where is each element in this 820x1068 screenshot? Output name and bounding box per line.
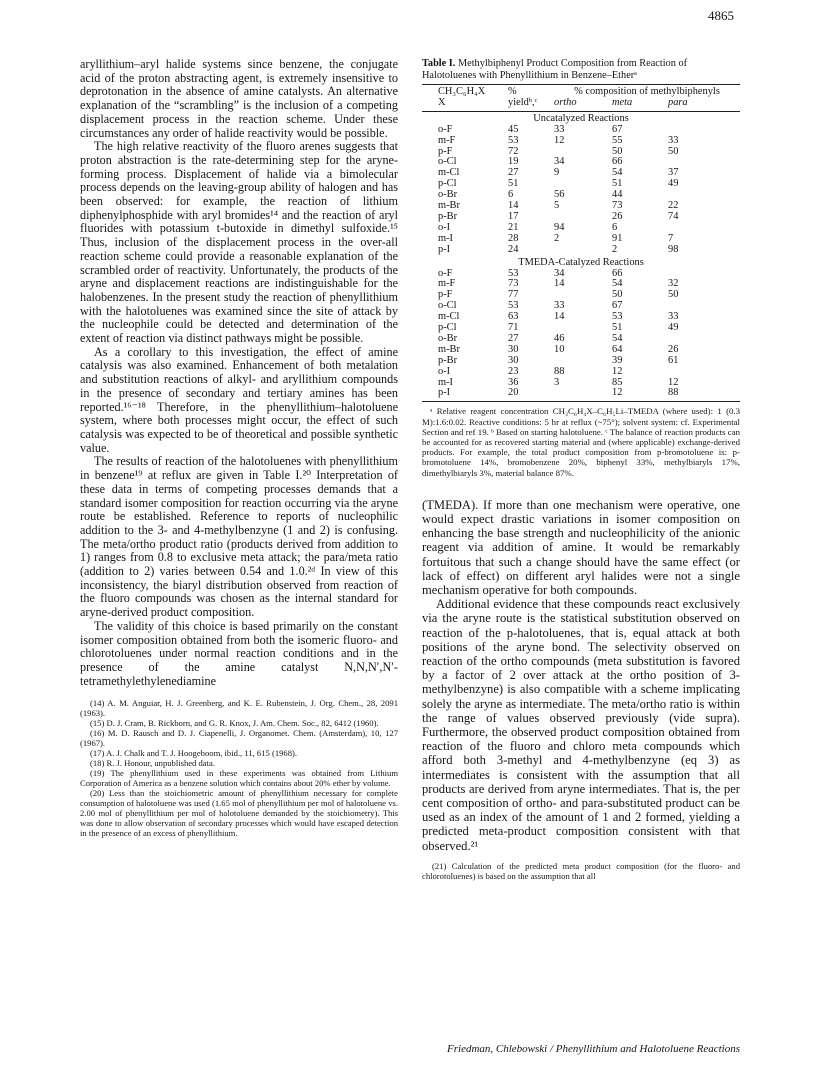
footnotes [80, 698, 398, 838]
value-cell: 63 [508, 311, 519, 323]
right-body [422, 498, 740, 881]
body-paragraph: The validity of this choice is based primarily on the constant isomer composition obtained from both the isomeric fluoro- and chlorotoluenes under normal reaction conditions and in the presence of the amine catalyst N,N,N′,N′-tetramethylethylenediamine [80, 618, 398, 688]
value-cell: 39 [612, 354, 623, 366]
value-cell: 33 [554, 300, 565, 312]
value-cell: 12 [554, 134, 565, 146]
value-cell: 33 [554, 123, 565, 135]
value-cell: 49 [668, 322, 679, 334]
value-cell: 12 [612, 365, 623, 377]
value-cell: 50 [612, 145, 623, 157]
value-cell: 27 [508, 332, 519, 344]
table-row [422, 290, 740, 301]
column-header: para [668, 98, 740, 111]
table-row [422, 136, 740, 147]
table-row [422, 125, 740, 136]
value-cell: 53 [508, 300, 519, 312]
results-table [422, 84, 740, 402]
table-row [422, 223, 740, 234]
column-header: ortho [554, 98, 612, 111]
footnote: (20) Less than the stoichiometric amount of phenyllithium necessary for complete consumption of halotoluene was used (1.65 mol of phenyllithium per mol of halotoluene vs. 2.00 mol of phenyllithium per mol of halotoluene demanded by the stoichiometry). This was done to allow observation of secondary processes which would have escaped detection in the presence of an excess of phenyllithium. [80, 788, 398, 839]
table-footnote: ᵃ Relative reagent concentration CH₃C₆H₄X–C₆H₅Li–TMEDA (where used): 1 (0.3 M):1.6:0.02. Reactive conditions: 5 hr at reflux (~75°); solvent system: cf. Experimental Section and ref 19. ᵇ Based on starting halotoluene. ᶜ The balance of reaction products can be accounted for as recovered starting material and (where applicable) exchange-derived products. For example, the total product composition from p-bromotoluene is: p-bromotoluene 14%, bromobenzene 20%, biphenyl 33%, methylbiaryls 17%, dimethylbiaryls 3%, material balance 87%. [422, 406, 740, 478]
body-paragraph: aryllithium–aryl halide systems since benzene, the conjugate acid of the proton abstracting agent, is extremely insensitive to deprotonation in the absence of amine catalysts. An alternative explanation of the “scrambling” is the inclusion of a competing displacement process in the reaction scheme. Under these circumstances any order of halide reactivity would be possible. [80, 57, 398, 140]
table-row [422, 190, 740, 201]
value-cell: 71 [508, 322, 519, 334]
value-cell: 5 [554, 200, 560, 212]
value-cell: 51 [612, 322, 623, 334]
halotoluene-cell: m-F [438, 278, 456, 290]
value-cell: 88 [554, 365, 565, 377]
value-cell: 67 [612, 123, 623, 135]
value-cell: 73 [612, 200, 623, 212]
halotoluene-cell: p-F [438, 289, 453, 301]
footnote: (18) R. J. Honour, unpublished data. [90, 758, 215, 769]
value-cell: 44 [612, 189, 623, 201]
section-title: TMEDA-Catalyzed Reactions [518, 256, 644, 268]
table-section [422, 111, 740, 255]
table-row [422, 388, 740, 401]
value-cell: 26 [668, 343, 679, 355]
value-cell: 20 [508, 388, 554, 401]
body-paragraph: The results of reaction of the halotoluenes with phenyllithium in benzene¹⁹ at reflux are given in Table I.²⁰ Interpretation of these data in terms of competing processes demands that a standard isomer composition for reaction occurring via the aryne route be established. Reference to reports of nucleophilic addition to the 3- and 4-methylbenzyne (1 and 2) is confusing. The meta/ortho product ratio (products derived from addition to 1) ranges from 0.8 to exclusive meta attack; the para/meta ratio (addition to 2) varies between 0.54 and 1.0.²ᵈ In view of this inconsistency, the biaryl distribution observed from reaction of the fluoro compounds was chosen as the internal standard for aryne-derived product composition. [80, 454, 398, 620]
table-row [422, 279, 740, 290]
table-row [422, 323, 740, 334]
value-cell: 24 [508, 243, 519, 255]
value-cell: 56 [554, 189, 565, 201]
value-cell: 17 [508, 210, 519, 222]
value-cell [668, 190, 740, 201]
value-cell: 53 [508, 267, 519, 279]
value-cell: 55 [612, 134, 623, 146]
value-cell: 7 [668, 232, 674, 244]
halotoluene-cell: p-I [422, 388, 508, 401]
value-cell: 12 [612, 388, 668, 401]
value-cell: 33 [668, 311, 679, 323]
value-cell: 73 [508, 278, 519, 290]
value-cell: 28 [508, 232, 519, 244]
left-column [80, 58, 398, 838]
column-header: yieldᵇ,ᶜ [508, 98, 554, 111]
footnote: (19) The phenyllithium used in these experiments was obtained from Lithium Corporation of America as a benzene solution which contains about 20% ether by volume. [80, 768, 398, 789]
table-row [422, 212, 740, 223]
value-cell [668, 223, 740, 234]
footnote: (15) D. J. Cram, B. Rickborn, and G. R. Knox, J. Am. Chem. Soc., 82, 6412 (1960). [90, 718, 379, 729]
value-cell: 91 [612, 232, 623, 244]
value-cell [668, 334, 740, 345]
value-cell: 34 [554, 156, 565, 168]
value-cell: 61 [668, 354, 679, 366]
halotoluene-cell: p-I [438, 243, 451, 255]
value-cell: 66 [612, 156, 623, 168]
halotoluene-cell: o-Cl [438, 300, 457, 312]
footnote: (21) Calculation of the predicted meta product composition (for the fluoro- and chlorotoluenes) is based on the assumption that all [422, 860, 740, 881]
table-row [422, 269, 740, 280]
value-cell: 50 [668, 289, 679, 301]
halotoluene-cell: m-Cl [438, 167, 460, 179]
table-row [422, 334, 740, 345]
value-cell: 33 [668, 134, 679, 146]
value-cell: 14 [508, 200, 519, 212]
halotoluene-cell: m-Br [438, 343, 460, 355]
table-row [422, 234, 740, 245]
value-cell: 46 [554, 332, 565, 344]
table-row [422, 345, 740, 356]
halotoluene-cell: o-F [438, 267, 453, 279]
value-cell: 50 [668, 145, 679, 157]
value-cell: 30 [508, 343, 519, 355]
halotoluene-cell: p-Cl [438, 322, 457, 334]
halotoluene-cell: p-F [438, 145, 453, 157]
value-cell [668, 301, 740, 312]
halotoluene-cell: o-Cl [438, 156, 457, 168]
value-cell: 27 [508, 167, 519, 179]
table-row [422, 312, 740, 323]
value-cell: 67 [612, 300, 623, 312]
footnote: (17) A. J. Chalk and T. J. Hoogeboom, ibid., 11, 615 (1968). [90, 748, 298, 759]
body-paragraph: (TMEDA). If more than one mechanism were operative, one would expect drastic variations in isomer composition on enhancing the base strength and nucleophilicity of the anionic reagent via addition of amine. It would be remarkably fortuitous that such a change should have the same effect (or lack of effect) on different aryl halides were not a single mechanism operative for both compounds. [422, 497, 740, 598]
page-number: 4865 [708, 8, 734, 23]
body-paragraph: Additional evidence that these compounds react exclusively via the aryne route is the statistical substitution observed on reaction of the p-halotoluenes, that is, equal attack at both positions of the aryne bond. The selectivity observed on reaction of the ortho compounds (meta substitution is favored by a factor of 2 over attack at the ortho position of 3-methylbenzyne) is also compatible with a scheme implicating solely the aryne as intermediate. The meta/ortho ratio is within the range of values observed previously (vide supra). Furthermore, the observed product composition obtained from reaction of the fluoro and chloro meta compounds which afford both 3-methyl and 4-methylbenzyne (eq 3) as intermediates is consistent with the assumption that all products are derived from aryne intermediates. That is, the per cent composition of ortho- and para-substituted product can be used as an index of the amount of 1 and 2 formed, yielding a predicted meta-product composition consistent with that observed.²¹ [422, 597, 740, 853]
right-column [422, 58, 740, 881]
table-section [422, 256, 740, 402]
value-cell: 21 [508, 221, 519, 233]
value-cell: 10 [554, 343, 565, 355]
halotoluene-cell: o-Br [438, 189, 458, 201]
table-row [422, 179, 740, 190]
value-cell: 6 [612, 221, 618, 233]
halotoluene-cell: p-Br [438, 210, 458, 222]
value-cell: 64 [612, 343, 623, 355]
value-cell: 30 [508, 354, 519, 366]
table-title: Methylbiphenyl Product Composition from Reaction of Halotoluenes with Phenyllithium in Benzene–Etherᵃ [422, 58, 688, 81]
value-cell: 23 [508, 365, 519, 377]
table-row [422, 378, 740, 389]
value-cell: 12 [668, 376, 679, 388]
value-cell [668, 125, 740, 136]
halotoluene-cell: m-Cl [438, 311, 460, 323]
table-caption [422, 58, 740, 81]
column-header: X [422, 98, 508, 111]
table-row [422, 301, 740, 312]
value-cell: 94 [554, 221, 565, 233]
value-cell: 14 [554, 311, 565, 323]
value-cell: 2 [554, 232, 560, 244]
value-cell: 51 [612, 178, 623, 190]
value-cell [668, 367, 740, 378]
value-cell: 51 [508, 178, 519, 190]
value-cell [668, 157, 740, 168]
halotoluene-cell: m-I [438, 376, 454, 388]
value-cell: 53 [508, 134, 519, 146]
halotoluene-cell: m-F [438, 134, 456, 146]
column-header: % [508, 85, 554, 98]
value-cell: 88 [668, 388, 740, 401]
value-cell: 19 [508, 156, 519, 168]
halotoluene-cell: o-I [438, 221, 451, 233]
halotoluene-cell: p-Br [438, 354, 458, 366]
value-cell: 54 [612, 278, 623, 290]
footnote: (14) A. M. Anguiar, H. J. Greenberg, and K. E. Rubenstein, J. Org. Chem., 28, 2091 (1963). [80, 698, 398, 719]
value-cell: 66 [612, 267, 623, 279]
table-label: Table I. [422, 58, 456, 69]
halotoluene-cell: m-I [438, 232, 454, 244]
value-cell: 32 [668, 278, 679, 290]
value-cell: 74 [668, 210, 679, 222]
value-cell: 37 [668, 167, 679, 179]
table-row [422, 201, 740, 212]
value-cell [554, 388, 612, 401]
value-cell: 3 [554, 376, 560, 388]
value-cell: 77 [508, 289, 519, 301]
column-header: meta [612, 98, 668, 111]
footnote: (16) M. D. Rausch and D. J. Ciapenelli, J. Organomet. Chem. (Amsterdam), 10, 127 (1967). [80, 728, 398, 749]
halotoluene-cell: m-Br [438, 200, 460, 212]
column-header: % composition of methylbiphenyls [554, 85, 740, 98]
running-footer: Friedman, Chlebowski / Phenyllithium and Halotoluene Reactions [447, 1043, 740, 1055]
value-cell: 72 [508, 145, 519, 157]
value-cell [554, 245, 612, 256]
value-cell: 2 [612, 243, 618, 255]
section-title: Uncatalyzed Reactions [533, 112, 629, 124]
value-cell: 34 [554, 267, 565, 279]
halotoluene-cell: o-I [438, 365, 451, 377]
table-row [422, 245, 740, 256]
body-paragraph: The high relative reactivity of the fluoro arenes suggests that proton abstraction is the rate-determining step for the aryne-forming process. Displacement of halide via a bimolecular process depends on the leaving-group ability of halogen and has been observed: for example, the reaction of lithium diphenylphosphide with aryl bromides¹⁴ and the reaction of aryl fluorides with potassium t-butoxide in dimethyl sulfoxide.¹⁵ Thus, inclusion of the displacement process in the over-all reaction scheme could provide a reasonable explanation of the scrambled order of reactivity. Unfortunately, the products of the aryne and displacement reactions are indistinguishable for the halobenzenes. In the present study the reaction of phenyllithium with the halotoluenes was examined since the site of attack by the nucleophile could be detected and determination of the extent of reaction via distinct pathways might be possible. [80, 139, 398, 346]
value-cell: 85 [612, 376, 623, 388]
value-cell: 54 [612, 332, 623, 344]
table-row [422, 147, 740, 158]
value-cell: 49 [668, 178, 679, 190]
value-cell: 6 [508, 189, 514, 201]
value-cell: 36 [508, 376, 519, 388]
value-cell: 50 [612, 289, 623, 301]
value-cell: 26 [612, 210, 623, 222]
value-cell: 22 [668, 200, 679, 212]
value-cell: 45 [508, 123, 519, 135]
halotoluene-cell: o-Br [438, 332, 458, 344]
value-cell: 14 [554, 278, 565, 290]
halotoluene-cell: o-F [438, 123, 453, 135]
value-cell [668, 269, 740, 280]
value-cell: 98 [668, 243, 679, 255]
value-cell: 54 [612, 167, 623, 179]
table-row [422, 356, 740, 367]
column-header: CH₃C₆H₄X [422, 85, 508, 98]
value-cell: 9 [554, 167, 560, 179]
table-row [422, 168, 740, 179]
table-row [422, 367, 740, 378]
body-paragraph: As a corollary to this investigation, the effect of amine catalysis was also examined. Enhancement of both metalation and substitution reactions of alkyl- and aryllithium compounds in the presence of secondary and tertiary amines has been reported.¹⁶⁻¹⁸ Therefore, in the phenyllithium–halotoluene system, where both processes might occur, the effect of such catalysis was expected to be of theoretical and possible synthetic value. [80, 344, 398, 455]
table-row [422, 157, 740, 168]
value-cell: 53 [612, 311, 623, 323]
halotoluene-cell: p-Cl [438, 178, 457, 190]
